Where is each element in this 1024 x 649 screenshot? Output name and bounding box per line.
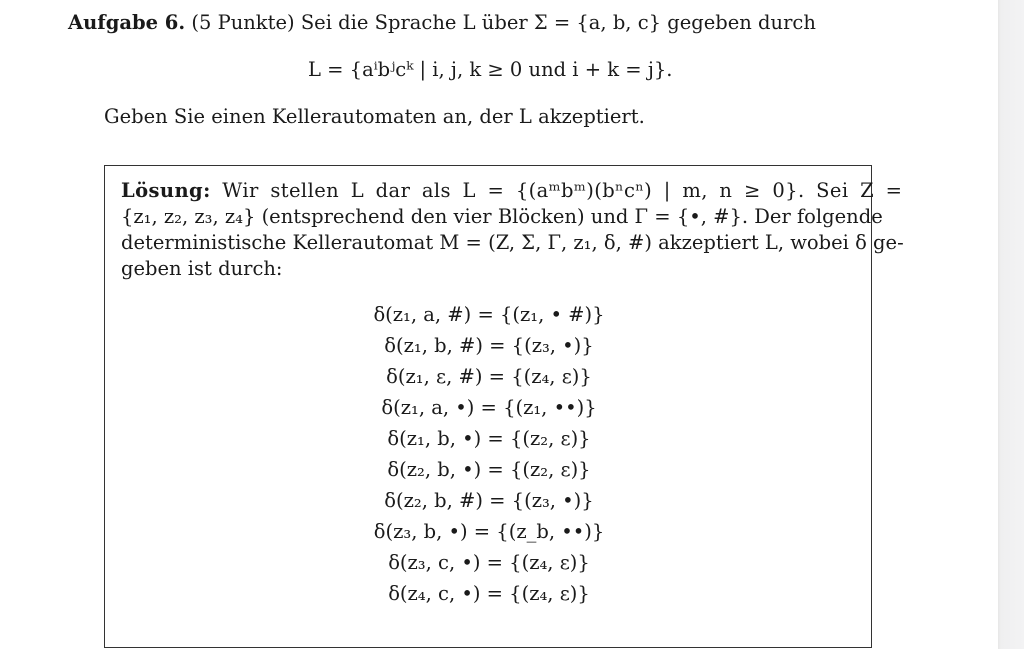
solution-line-3: deterministische Kellerautomat M = (Z, Σ, Γ, z₁, δ, #) akzeptiert L, wobei δ ge- xyxy=(121,231,904,254)
task-points: (5 Punkte) xyxy=(191,11,295,34)
task-instruction: Geben Sie einen Kellerautomaten an, der L akzeptiert. xyxy=(104,105,645,128)
solution-label: Lösung: xyxy=(121,179,211,202)
task-intro: Sei die Sprache L über Σ = {a, b, c} gegeben durch xyxy=(300,11,816,34)
task-title: Aufgabe 6. xyxy=(68,11,186,34)
solution-line-1 xyxy=(121,178,902,204)
transition-row: δ(z₄, c, •) = {(z₄, ε)} xyxy=(388,582,590,605)
page-edge-shadow xyxy=(998,0,1024,649)
solution-line-4: geben ist durch: xyxy=(121,257,283,280)
transition-row: δ(z₃, b, •) = {(z_b, ••)} xyxy=(373,520,605,543)
transition-row: δ(z₁, a, •) = {(z₁, ••)} xyxy=(381,396,597,419)
task-heading xyxy=(68,10,816,36)
transition-row: δ(z₂, b, #) = {(z₃, •)} xyxy=(384,489,594,512)
solution-text-1: Wir stellen L dar als L = {(aᵐbᵐ)(bⁿcⁿ) | m, n ≥ 0}. Sei Z = xyxy=(222,179,903,202)
transition-row: δ(z₁, a, #) = {(z₁, • #)} xyxy=(373,303,605,326)
transition-row: δ(z₁, ε, #) = {(z₄, ε)} xyxy=(386,365,592,388)
transition-row: δ(z₁, b, #) = {(z₃, •)} xyxy=(384,334,594,357)
transition-row: δ(z₁, b, •) = {(z₂, ε)} xyxy=(387,427,591,450)
transition-row: δ(z₃, c, •) = {(z₄, ε)} xyxy=(388,551,590,574)
solution-line-2: {z₁, z₂, z₃, z₄} (entsprechend den vier Blöcken) und Γ = {•, #}. Der folgende xyxy=(121,205,883,228)
transition-row: δ(z₂, b, •) = {(z₂, ε)} xyxy=(387,458,591,481)
language-definition: L = {aⁱbʲcᵏ | i, j, k ≥ 0 und i + k = j}. xyxy=(308,58,673,81)
solution-box xyxy=(104,165,904,648)
